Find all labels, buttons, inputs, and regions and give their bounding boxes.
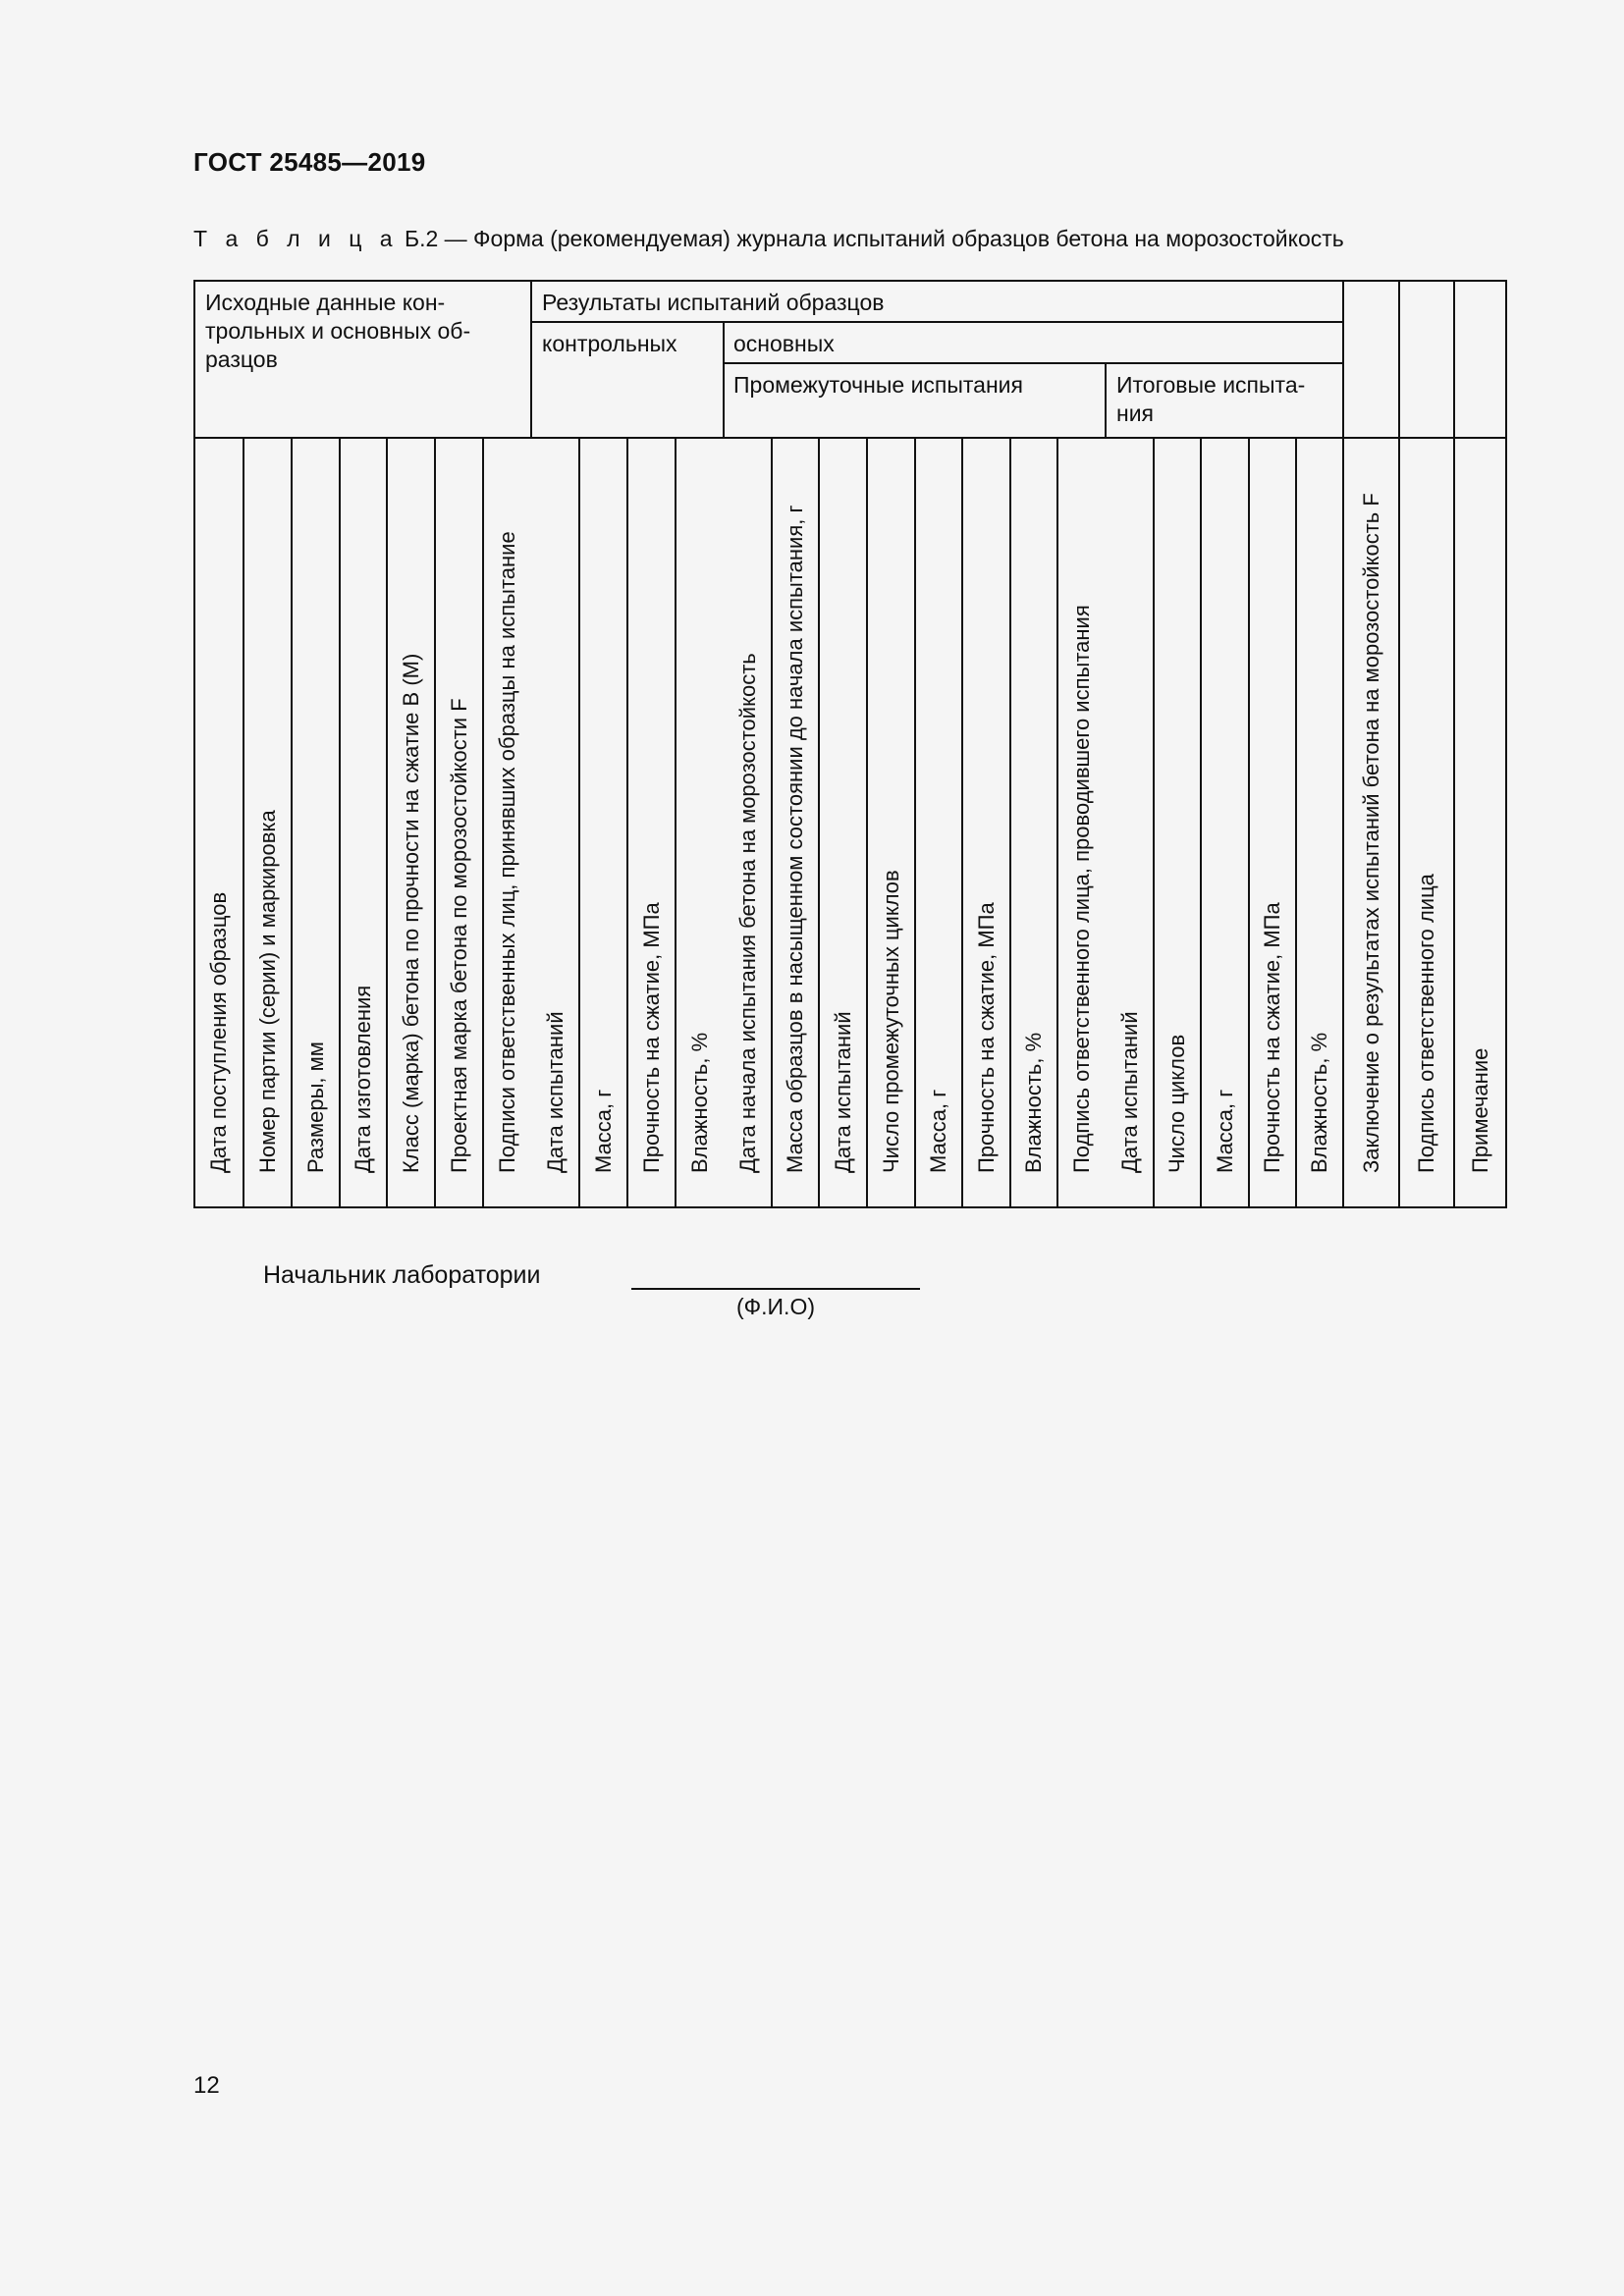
main-group-rule bbox=[723, 362, 1342, 364]
group-divider-initial bbox=[530, 282, 532, 437]
column-header-label: Примечание bbox=[1467, 1047, 1492, 1173]
column-header-label: Влажность, % bbox=[1021, 1032, 1046, 1173]
column-header bbox=[293, 439, 339, 1208]
column-header-label: Масса, г bbox=[590, 1089, 616, 1173]
column-header-label: Подпись ответственного лица bbox=[1414, 874, 1438, 1173]
column-header bbox=[1250, 439, 1295, 1208]
column-header bbox=[341, 439, 386, 1208]
column-header bbox=[1455, 439, 1505, 1208]
column-header bbox=[677, 439, 723, 1208]
column-header bbox=[1058, 439, 1105, 1208]
column-header-label: Номер партии (серии) и маркировка bbox=[254, 810, 280, 1173]
header-intermediate-tests: Промежуточные испытания bbox=[733, 372, 1023, 398]
results-group-rule bbox=[530, 321, 1342, 323]
signature-label: Начальник лаборатории bbox=[263, 1261, 541, 1289]
column-header bbox=[963, 439, 1009, 1208]
column-header-label: Подписи ответственных лиц, принявших образцы на испытание bbox=[494, 531, 519, 1173]
column-header bbox=[1400, 439, 1453, 1208]
column-header-label: Заключение о результатах испытаний бетона на морозостойкость F bbox=[1358, 493, 1383, 1173]
column-header bbox=[1107, 439, 1153, 1208]
group-divider-intermediate bbox=[1105, 362, 1107, 437]
column-header bbox=[580, 439, 626, 1208]
column-header-label: Масса, г bbox=[1212, 1089, 1237, 1173]
column-header-label: Дата испытаний bbox=[830, 1011, 855, 1173]
column-header bbox=[773, 439, 818, 1208]
header-final-tests: Итоговые испыта- ния bbox=[1116, 372, 1306, 426]
signature-hint: (Ф.И.О) bbox=[735, 1294, 815, 1319]
column-header bbox=[1202, 439, 1248, 1208]
column-header-label: Влажность, % bbox=[1307, 1032, 1331, 1173]
column-header-label: Прочность на сжатие, МПа bbox=[973, 902, 999, 1173]
header-initial-data: Исходные данные кон- трольных и основных об- разцов bbox=[205, 290, 471, 372]
column-header-label: Масса образцов в насыщенном состоянии до начала испытания, г bbox=[783, 505, 807, 1173]
column-header-label: Дата изготовления bbox=[351, 985, 375, 1173]
table-caption bbox=[193, 226, 1344, 252]
signature-line[interactable] bbox=[631, 1288, 920, 1290]
column-header bbox=[628, 439, 675, 1208]
column-header bbox=[916, 439, 961, 1208]
column-header bbox=[1344, 439, 1398, 1208]
caption-prefix: Т а б л и ц а bbox=[193, 226, 399, 251]
column-header-label: Влажность, % bbox=[686, 1032, 712, 1173]
column-header-label: Подпись ответственного лица, проводившего испытания bbox=[1068, 605, 1094, 1173]
column-header bbox=[388, 439, 434, 1208]
column-header-label: Масса, г bbox=[926, 1089, 950, 1173]
header-main-samples: основных bbox=[733, 331, 835, 356]
column-header bbox=[195, 439, 243, 1208]
column-header bbox=[1297, 439, 1342, 1208]
column-header-label: Число промежуточных циклов bbox=[878, 870, 903, 1173]
header-control-samples: контрольных bbox=[542, 331, 677, 356]
page-number: 12 bbox=[193, 2072, 220, 2099]
group-divider-control bbox=[723, 321, 725, 437]
column-header-label: Дата начала испытания бетона на морозостойкость bbox=[734, 653, 760, 1173]
column-header-label: Число циклов bbox=[1164, 1034, 1189, 1173]
column-header-label: Дата поступления образцов bbox=[206, 891, 231, 1173]
document-code: ГОСТ 25485—2019 bbox=[193, 147, 426, 177]
column-header-label: Прочность на сжатие, МПа bbox=[1260, 902, 1284, 1173]
column-header-label: Дата испытаний bbox=[542, 1011, 568, 1173]
column-header bbox=[725, 439, 771, 1208]
column-header bbox=[1011, 439, 1056, 1208]
column-header-label: Дата испытаний bbox=[1116, 1011, 1142, 1173]
header-test-results: Результаты испытаний образцов bbox=[542, 290, 885, 315]
column-header bbox=[244, 439, 291, 1208]
caption-text: Б.2 — Форма (рекомендуемая) журнала испытаний образцов бетона на морозостойкость bbox=[398, 226, 1344, 251]
column-header bbox=[1155, 439, 1200, 1208]
column-header bbox=[484, 439, 530, 1208]
column-header bbox=[868, 439, 914, 1208]
column-header-label: Прочность на сжатие, МПа bbox=[638, 902, 664, 1173]
column-header bbox=[532, 439, 578, 1208]
column-header bbox=[820, 439, 866, 1208]
column-header-label: Проектная марка бетона по морозостойкости F bbox=[446, 698, 471, 1173]
column-header-label: Размеры, мм bbox=[302, 1041, 328, 1173]
column-header bbox=[436, 439, 482, 1208]
column-header-label: Класс (марка) бетона по прочности на сжатие В (М) bbox=[398, 653, 423, 1173]
test-journal-table bbox=[193, 280, 1507, 1208]
